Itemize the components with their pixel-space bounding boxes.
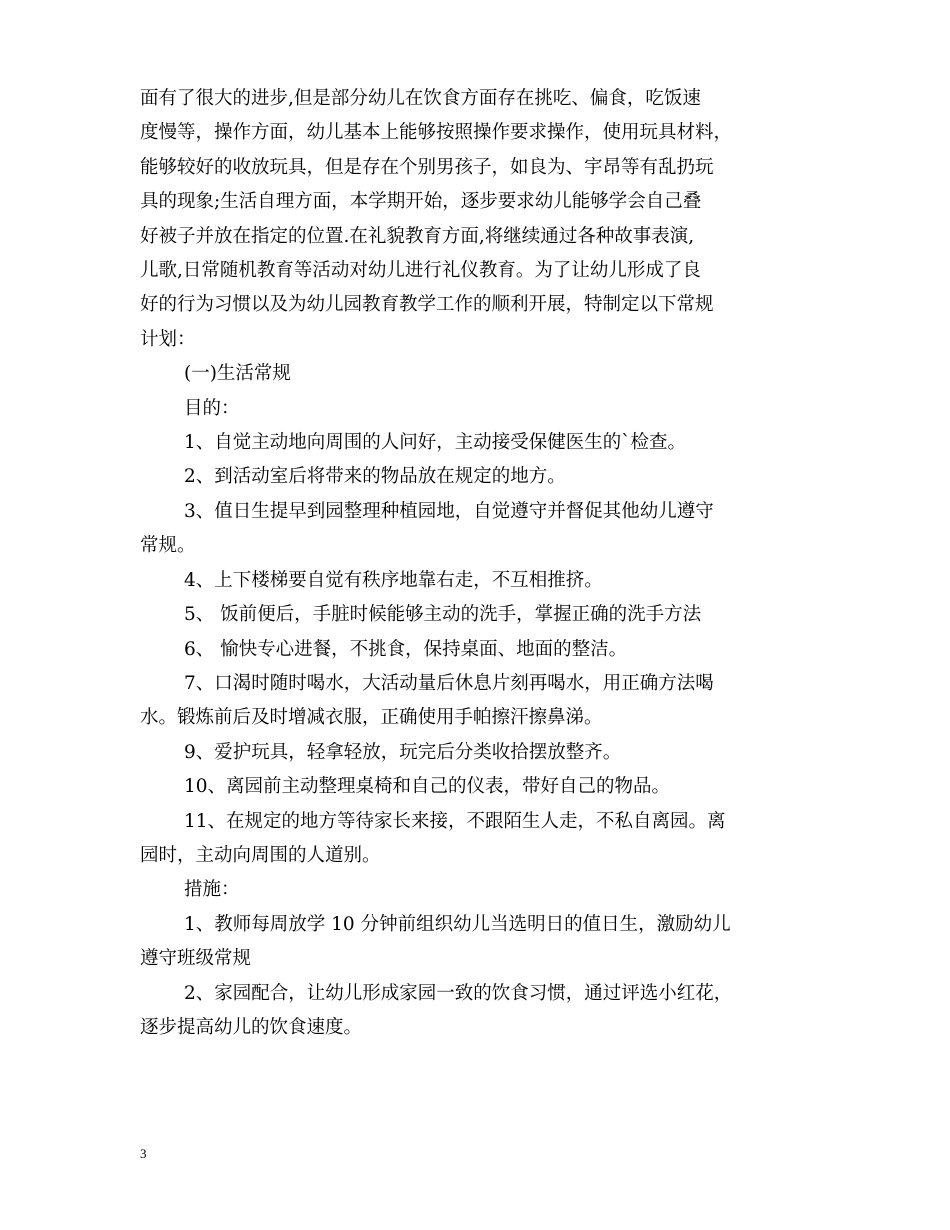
text-line: 具的现象;生活自理方面，本学期开始，逐步要求幼儿能够学会自己叠 [140, 191, 702, 213]
list-item: 4、上下楼梯要自觉有秩序地靠右走，不互相推挤。 [184, 569, 603, 591]
subheading-purpose: 目的： [184, 397, 240, 419]
list-item-continuation: 常规。 [140, 535, 196, 557]
list-item: 5、 饭前便后，手脏时候能够主动的洗手，掌握正确的洗手方法 [184, 604, 702, 626]
list-item-continuation: 逐步提高幼儿的饮食速度。 [140, 1016, 363, 1038]
text-line: 能够较好的收放玩具，但是存在个别男孩子，如良为、宇昂等有乱扔玩 [140, 156, 714, 178]
list-item: 2、到活动室后将带来的物品放在规定的地方。 [184, 466, 566, 488]
list-item: 3、值日生提早到园整理种植园地，自觉遵守并督促其他幼儿遵守 [184, 500, 714, 522]
list-item: 1、自觉主动地向周围的人问好，主动接受保健医生的`检查。 [184, 432, 687, 454]
text-line: 好被子并放在指定的位置.在礼貌教育方面,将继续通过各种故事表演, [140, 225, 695, 247]
list-item: 1、教师每周放学 10 分钟前组织幼儿当选明日的值日生，激励幼儿 [184, 913, 731, 935]
list-item-continuation: 园时，主动向周围的人道别。 [140, 844, 381, 866]
section-heading: (一)生活常规 [184, 363, 291, 385]
list-item: 11、在规定的地方等待家长来接，不跟陌生人走，不私自离园。离 [184, 810, 726, 832]
text-line: 度慢等，操作方面，幼儿基本上能够按照操作要求操作，使用玩具材料， [140, 122, 733, 144]
list-item-continuation: 遵守班级常规 [140, 948, 252, 970]
paragraph-intro [140, 82, 830, 357]
text-line: 儿歌,日常随机教育等活动对幼儿进行礼仪教育。为了让幼儿形成了良 [140, 260, 701, 282]
list-item: 10、离园前主动整理桌椅和自己的仪表，带好自己的物品。 [184, 776, 671, 798]
list-item: 2、家园配合，让幼儿形成家园一致的饮食习惯，通过评选小红花， [184, 982, 733, 1004]
document-body [140, 82, 830, 1045]
page-number: 3 [140, 1146, 147, 1161]
list-item: 7、口渴时随时喝水，大活动量后休息片刻再喝水，用正确方法喝 [184, 672, 714, 694]
text-line: 好的行为习惯以及为幼儿园教育教学工作的顺利开展，特制定以下常规 [140, 294, 714, 316]
subheading-measures: 措施： [184, 879, 240, 901]
list-item-continuation: 水。锻炼前后及时增减衣服，正确使用手帕擦汗擦鼻涕。 [140, 707, 603, 729]
list-item: 9、爱护玩具，轻拿轻放，玩完后分类收拾摆放整齐。 [184, 741, 622, 763]
list-item: 6、 愉快专心进餐，不挑食，保持桌面、地面的整洁。 [184, 638, 628, 660]
text-line: 计划： [140, 328, 196, 350]
text-line: 面有了很大的进步,但是部分幼儿在饮食方面存在挑吃、偏食，吃饭速 [140, 88, 701, 109]
